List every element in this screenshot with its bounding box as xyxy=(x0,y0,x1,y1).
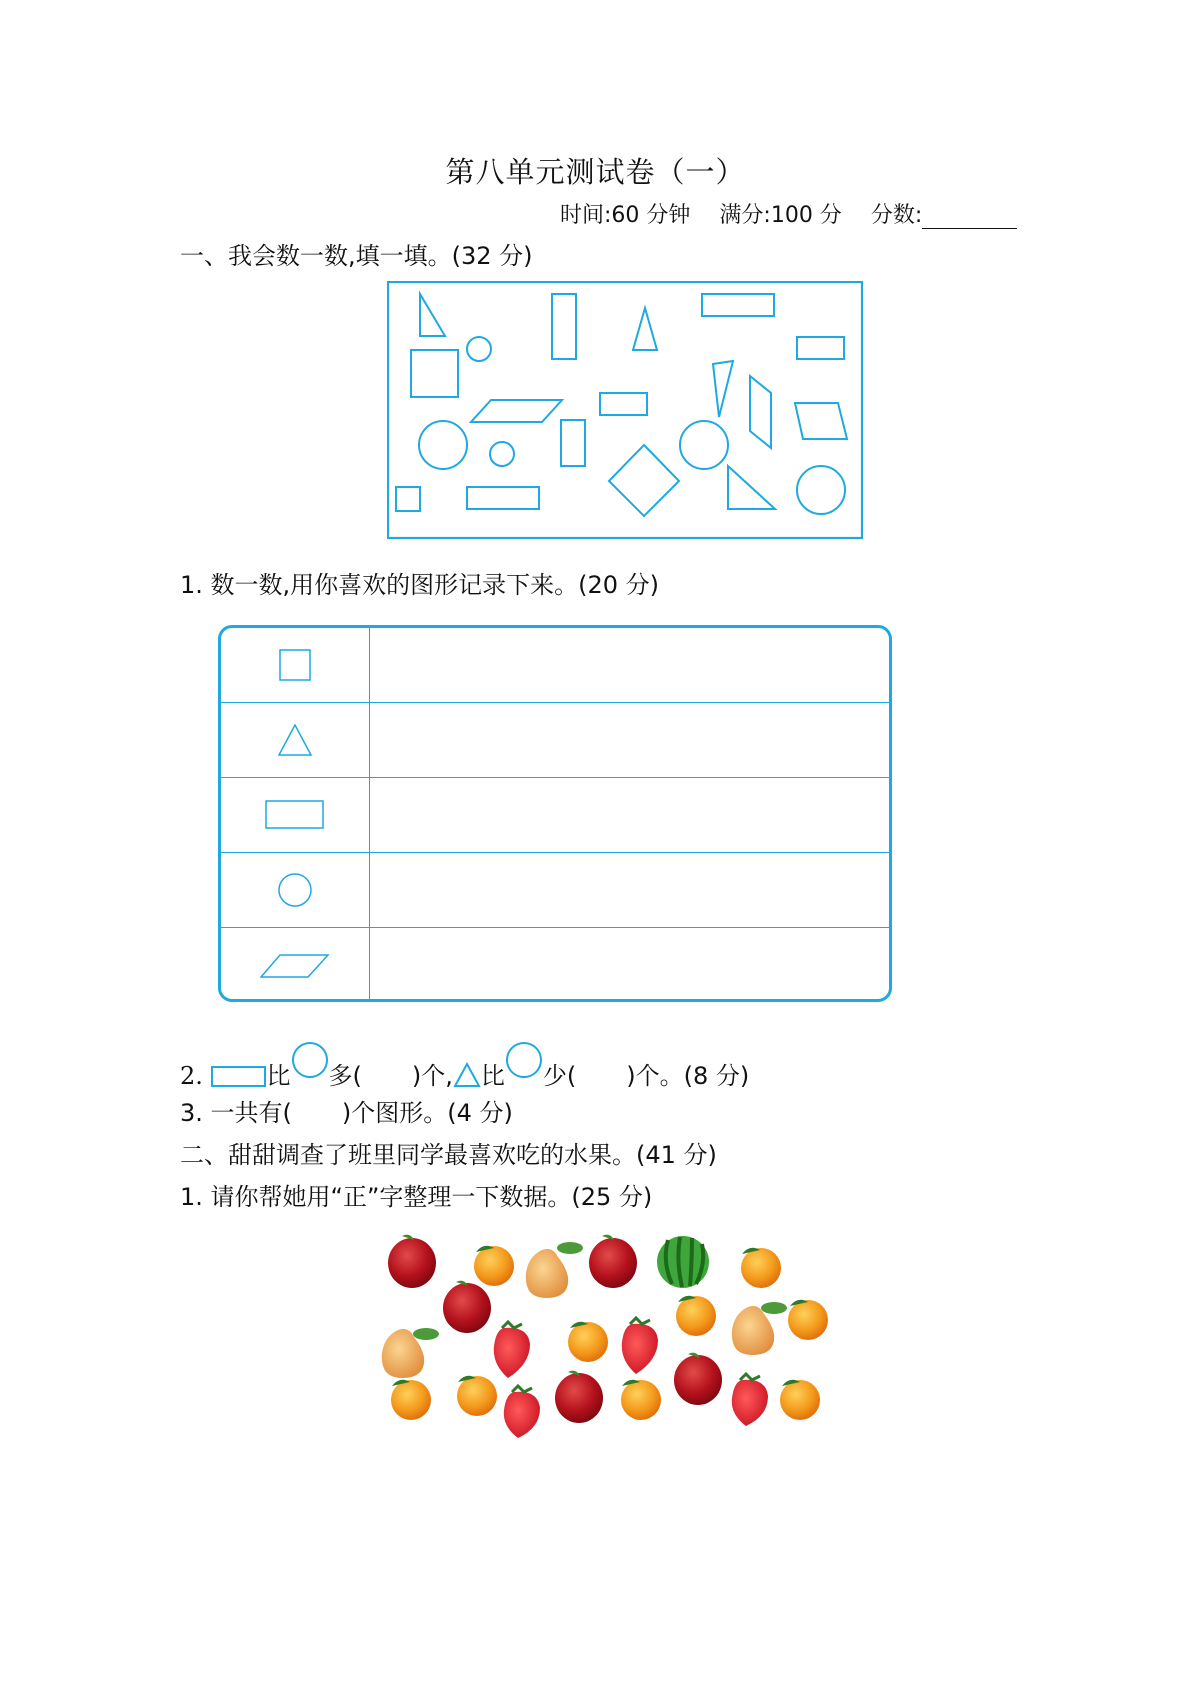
orange-icon xyxy=(741,1248,781,1288)
parallelogram-icon xyxy=(260,954,330,978)
tally-cell-triangle[interactable] xyxy=(370,703,889,777)
square-icon xyxy=(411,350,458,397)
circle-icon xyxy=(490,442,514,466)
q3-text: 3. 一共有( )个图形。(4 分) xyxy=(180,1099,513,1127)
triangle-icon xyxy=(713,361,733,417)
triangle-icon xyxy=(453,1062,481,1088)
tally-table xyxy=(218,625,892,1002)
rectangle-icon xyxy=(561,420,585,466)
strawberry-icon xyxy=(732,1374,768,1426)
pear-icon xyxy=(732,1302,787,1355)
strawberry-icon xyxy=(622,1318,658,1374)
pear-icon xyxy=(526,1242,583,1298)
shapes-figure xyxy=(387,281,863,539)
apple-icon xyxy=(555,1371,603,1423)
tally-cell-square[interactable] xyxy=(370,628,889,702)
table-row xyxy=(221,778,889,853)
section2-q1-text: 1. 请你帮她用“正”字整理一下数据。(25 分) xyxy=(180,1183,653,1211)
rectangle-icon xyxy=(797,337,844,359)
table-row xyxy=(221,703,889,778)
table-row xyxy=(221,928,889,1002)
tally-cell-rectangle[interactable] xyxy=(370,778,889,852)
score-blank[interactable] xyxy=(922,206,1017,229)
square-icon xyxy=(396,487,420,511)
orange-icon xyxy=(457,1376,497,1416)
apple-icon xyxy=(589,1235,637,1288)
tally-cell-parallelogram[interactable] xyxy=(370,928,889,1002)
time-limit: 时间:60 分钟 xyxy=(560,203,691,228)
watermelon-icon xyxy=(657,1236,709,1288)
rectangle-icon xyxy=(211,1066,267,1088)
parallelogram-icon xyxy=(750,376,771,448)
q1-text: 1. 数一数,用你喜欢的图形记录下来。(20 分) xyxy=(180,571,660,599)
orange-icon xyxy=(676,1296,716,1336)
section2-heading: 二、甜甜调查了班里同学最喜欢吃的水果。(41 分) xyxy=(180,1141,717,1169)
strawberry-icon xyxy=(504,1386,540,1438)
circle-icon xyxy=(505,1040,543,1080)
table-row xyxy=(221,853,889,928)
orange-icon xyxy=(788,1300,828,1340)
rectangle-icon xyxy=(600,393,647,415)
parallelogram-icon xyxy=(795,403,847,439)
q2-text: 2. 比 多( )个, 比 少( )个。(8 分) xyxy=(180,1040,749,1091)
section1-heading: 一、我会数一数,填一填。(32 分) xyxy=(180,242,533,270)
orange-icon xyxy=(621,1380,661,1420)
score-label: 分数: xyxy=(870,203,923,228)
exam-meta xyxy=(560,198,1039,229)
page-title: 第八单元测试卷（一） xyxy=(445,155,746,189)
orange-icon xyxy=(780,1380,820,1420)
orange-icon xyxy=(568,1322,608,1362)
strawberry-icon xyxy=(494,1322,530,1378)
fruits-figure xyxy=(370,1228,830,1438)
rectangle-icon xyxy=(265,800,325,830)
circle-icon xyxy=(277,872,313,908)
tally-cell-circle[interactable] xyxy=(370,853,889,927)
triangle-icon xyxy=(278,724,312,756)
orange-icon xyxy=(474,1246,514,1286)
rectangle-icon xyxy=(702,294,774,316)
pear-icon xyxy=(382,1328,439,1378)
table-row xyxy=(221,628,889,703)
orange-icon xyxy=(391,1380,431,1420)
circle-icon xyxy=(797,466,845,514)
apple-icon xyxy=(443,1281,491,1333)
right-triangle-icon xyxy=(420,294,445,336)
triangle-icon xyxy=(633,308,657,350)
circle-icon xyxy=(680,421,728,469)
square-icon xyxy=(279,649,311,681)
rectangle-icon xyxy=(552,294,576,359)
full-score: 满分:100 分 xyxy=(719,203,842,228)
square-rotated-icon xyxy=(609,445,679,516)
apple-icon xyxy=(388,1235,436,1288)
rectangle-icon xyxy=(467,487,539,509)
circle-icon xyxy=(467,337,491,361)
circle-icon xyxy=(419,421,467,469)
parallelogram-icon xyxy=(471,400,562,422)
apple-icon xyxy=(674,1353,722,1405)
right-triangle-icon xyxy=(728,466,775,509)
circle-icon xyxy=(291,1040,329,1080)
